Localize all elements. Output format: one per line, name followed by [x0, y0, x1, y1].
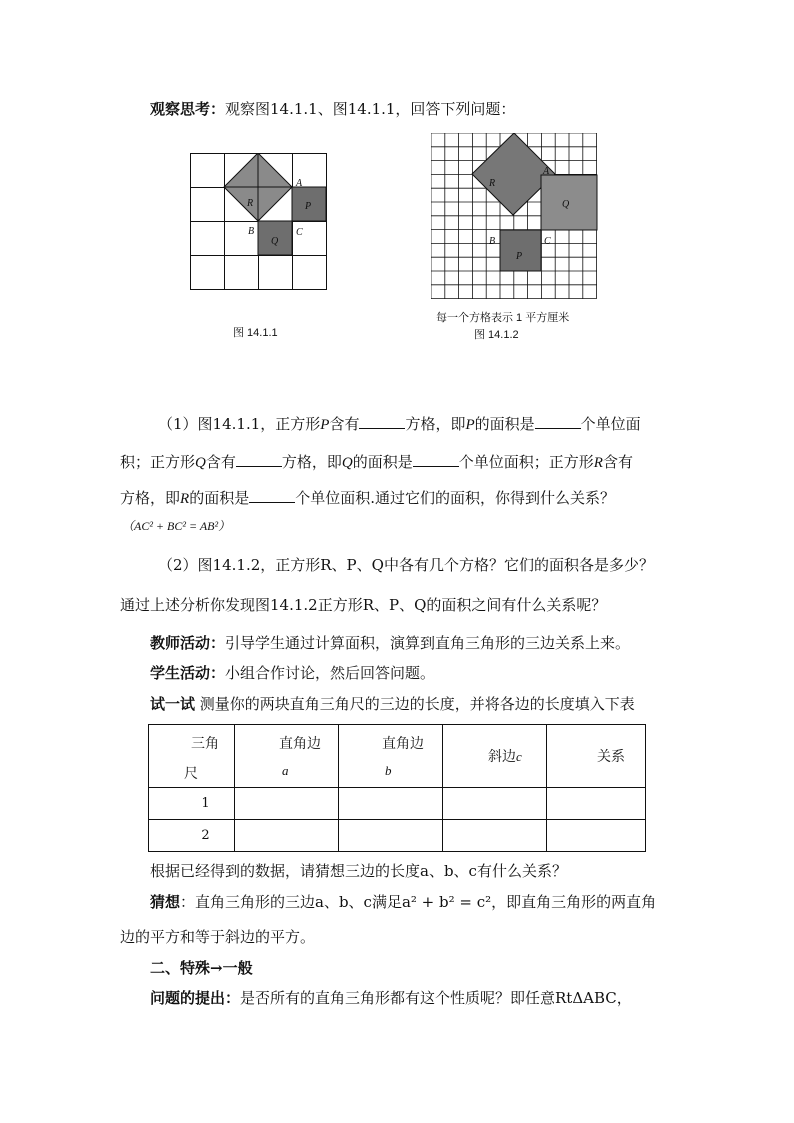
- q1-line2: [120, 452, 633, 473]
- row-number: 2: [149, 820, 235, 852]
- header-text: 斜边: [488, 749, 516, 765]
- fig1-label-b: B: [248, 226, 255, 237]
- q1-text: 方格，即: [405, 415, 466, 433]
- fig2-label-q: Q: [562, 199, 570, 210]
- fig1-caption: 图 14.1.1: [233, 327, 278, 339]
- problem-label: 问题的提出：: [150, 989, 241, 1007]
- conjecture-line2: 边的平方和等于斜边的平方。: [120, 928, 316, 946]
- header-cell: [443, 725, 547, 788]
- try-text: 测量你的两块直角三角尺的三边的长度，并将各边的长度填入下表: [199, 695, 635, 713]
- fig2-label-r: R: [489, 178, 496, 189]
- header-cell: [339, 725, 443, 788]
- q1-text: 方格，即: [120, 489, 181, 507]
- q1-text: 含有: [602, 453, 633, 471]
- header-text: 尺: [184, 766, 198, 782]
- table-row: [149, 788, 646, 820]
- header-cell: [547, 725, 646, 788]
- figure-14-1-2: [431, 133, 601, 303]
- answer-blank[interactable]: [535, 414, 581, 429]
- header-cell: [235, 725, 339, 788]
- q2-line1: （2）图14.1.2，正方形R、P、Q中各有几个方格？它们的面积各是多少？: [158, 556, 654, 574]
- fig1-label-p: P: [305, 201, 312, 212]
- input-cell[interactable]: [339, 820, 443, 852]
- conjecture-label: 猜想: [150, 893, 181, 911]
- q1-text: 的面积是: [474, 415, 535, 433]
- fig2-label-b: B: [489, 236, 496, 247]
- fig1-label-r: R: [247, 198, 254, 209]
- q1-text: 积；正方形: [120, 453, 196, 471]
- q1-line1: [158, 414, 641, 435]
- q1-formula: （AC² + BC² = AB²）: [122, 519, 231, 533]
- input-cell[interactable]: [547, 788, 646, 820]
- student-line: [150, 663, 435, 683]
- observe-text: 观察图14.1.1、图14.1.1，回答下列问题：: [225, 100, 516, 118]
- q1-text: 个单位面: [580, 415, 641, 433]
- try-label: 试一试: [150, 695, 196, 713]
- measurement-table: [148, 724, 646, 852]
- q1-var-p: P: [320, 417, 330, 433]
- fig2-caption: 图 14.1.2: [474, 329, 519, 341]
- answer-blank[interactable]: [413, 452, 459, 467]
- teacher-line: [150, 633, 630, 653]
- q1-text: （1）图14.1.1，正方形: [158, 415, 321, 433]
- fig1-label-q: Q: [271, 236, 279, 247]
- q1-text: 含有: [329, 415, 360, 433]
- fig2-label-p: P: [516, 251, 523, 262]
- fig2-label-c: C: [544, 236, 551, 247]
- table-row: [149, 820, 646, 852]
- input-cell[interactable]: [547, 820, 646, 852]
- header-var: a: [282, 763, 289, 778]
- problem-text: 是否所有的直角三角形都有这个性质呢？即任意RtΔABC，: [240, 989, 632, 1007]
- answer-blank[interactable]: [249, 488, 295, 503]
- answer-blank[interactable]: [236, 452, 282, 467]
- q1-text: 的面积是: [352, 453, 413, 471]
- q1-var-r: R: [180, 491, 190, 507]
- row-number: 1: [149, 788, 235, 820]
- table-header-row: [149, 725, 646, 788]
- section-heading: 二、特殊→一般: [150, 959, 253, 977]
- q2-line2: 通过上述分析你发现图14.1.2正方形R、P、Q的面积之间有什么关系呢？: [120, 596, 607, 614]
- q1-text: 含有: [205, 453, 236, 471]
- problem-line: [150, 988, 632, 1008]
- header-text: 直角边: [279, 736, 321, 752]
- q1-text: 的面积是: [189, 489, 250, 507]
- teacher-text: 引导学生通过计算面积，演算到直角三角形的三边关系上来。: [225, 634, 631, 652]
- header-var: b: [385, 763, 392, 778]
- header-text: 直角边: [382, 736, 424, 752]
- header-text: 三角: [191, 736, 219, 752]
- input-cell[interactable]: [443, 788, 547, 820]
- input-cell[interactable]: [235, 788, 339, 820]
- q1-var-q: Q: [195, 455, 206, 471]
- conjecture-text: ：直角三角形的三边a、b、c满足a² + b² = c²，即直角三角形的两直角: [180, 893, 657, 911]
- fig1-label-c: C: [296, 227, 303, 238]
- fig2-note: 每一个方格表示 1 平方厘米: [436, 312, 570, 324]
- guess-question: 根据已经得到的数据，请猜想三边的长度a、b、c有什么关系？: [150, 862, 567, 880]
- input-cell[interactable]: [443, 820, 547, 852]
- q1-var-r: R: [593, 455, 603, 471]
- student-text: 小组合作讨论，然后回答问题。: [225, 664, 436, 682]
- student-label: 学生活动：: [150, 664, 226, 682]
- fig1-label-a: A: [296, 178, 303, 189]
- figure-14-1-1: [190, 153, 330, 293]
- q1-text: 个单位面积；正方形: [458, 453, 594, 471]
- try-line: [150, 694, 635, 714]
- header-text: 关系: [597, 749, 625, 765]
- observe-line: [150, 99, 515, 119]
- conjecture-line1: [150, 892, 656, 912]
- q1-var-p: P: [465, 417, 475, 433]
- header-cell: [149, 725, 235, 788]
- answer-blank[interactable]: [359, 414, 405, 429]
- teacher-label: 教师活动：: [150, 634, 226, 652]
- input-cell[interactable]: [235, 820, 339, 852]
- q1-var-q: Q: [341, 455, 353, 471]
- input-cell[interactable]: [339, 788, 443, 820]
- observe-label: 观察思考：: [150, 100, 226, 118]
- fig2-label-a: A: [543, 166, 550, 177]
- q1-line3: [120, 488, 615, 509]
- header-var: c: [516, 749, 522, 764]
- q1-text: 个单位面积.通过它们的面积，你得到什么关系？: [295, 489, 615, 507]
- q1-text: 方格，即: [281, 453, 342, 471]
